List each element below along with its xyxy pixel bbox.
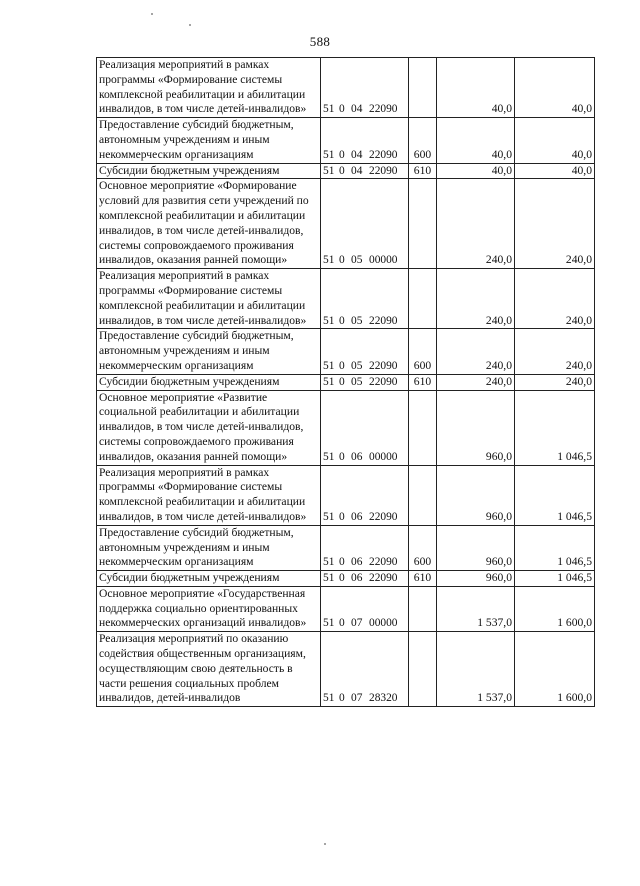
row-expense-type <box>409 58 437 118</box>
code-part: 51 <box>323 375 335 388</box>
code-part: 0 <box>339 692 345 705</box>
code-part: 51 <box>323 148 335 161</box>
row-amount-2: 240,0 <box>515 179 595 269</box>
code-part: 51 <box>323 510 335 523</box>
page-number: 588 <box>309 34 331 49</box>
code-part: 04 <box>351 148 363 161</box>
row-amount-2: 40,0 <box>515 118 595 163</box>
row-expense-type: 600 <box>409 118 437 163</box>
code-part: 22090 <box>369 314 398 327</box>
row-code <box>321 374 409 390</box>
code-part: 22090 <box>369 164 398 177</box>
code-part: 22090 <box>369 556 398 569</box>
row-amount-1: 1 537,0 <box>437 632 515 707</box>
row-amount-2: 1 046,5 <box>515 390 595 465</box>
code-part: 0 <box>339 164 345 177</box>
row-amount-2: 240,0 <box>515 374 595 390</box>
code-part: 51 <box>323 556 335 569</box>
code-part: 0 <box>339 572 345 585</box>
table-row <box>97 179 595 269</box>
code-part: 51 <box>323 164 335 177</box>
table-row <box>97 632 595 707</box>
row-code <box>321 632 409 707</box>
code-part: 0 <box>339 375 345 388</box>
code-part: 51 <box>323 450 335 463</box>
table-row <box>97 374 595 390</box>
row-description: Субсидии бюджетным учреждениям <box>97 374 321 390</box>
code-part: 06 <box>351 572 363 585</box>
code-part: 51 <box>323 572 335 585</box>
table-row <box>97 269 595 329</box>
code-part: 06 <box>351 510 363 523</box>
row-code <box>321 390 409 465</box>
row-description: Основное мероприятие «Государственная поддержка социально ориентированных некоммерческих организаций инвалидов» <box>97 586 321 631</box>
row-expense-type <box>409 269 437 329</box>
row-amount-2: 1 046,5 <box>515 571 595 587</box>
row-amount-2: 40,0 <box>515 163 595 179</box>
table-row <box>97 329 595 374</box>
code-part: 28320 <box>369 692 398 705</box>
row-amount-2: 240,0 <box>515 329 595 374</box>
code-part: 51 <box>323 359 335 372</box>
table-row <box>97 465 595 525</box>
scan-speck <box>189 24 191 26</box>
code-part: 0 <box>339 510 345 523</box>
code-part: 51 <box>323 254 335 267</box>
code-part: 05 <box>351 375 363 388</box>
row-amount-1: 240,0 <box>437 179 515 269</box>
row-expense-type <box>409 632 437 707</box>
code-part: 00000 <box>369 254 398 267</box>
row-description: Предоставление субсидий бюджетным, автономным учреждениям и иным некоммерческим организациям <box>97 118 321 163</box>
code-part: 51 <box>323 617 335 630</box>
budget-table-body <box>97 58 595 707</box>
code-part: 04 <box>351 103 363 116</box>
table-row <box>97 586 595 631</box>
row-amount-1: 240,0 <box>437 329 515 374</box>
row-code <box>321 586 409 631</box>
code-part: 07 <box>351 692 363 705</box>
row-code <box>321 525 409 570</box>
table-row <box>97 390 595 465</box>
code-part: 07 <box>351 617 363 630</box>
row-amount-1: 1 537,0 <box>437 586 515 631</box>
row-description: Реализация мероприятий в рамках программы «Формирование системы комплексной реабилитации и абилитации инвалидов, в том числе детей-инвалидов» <box>97 269 321 329</box>
code-part: 22090 <box>369 510 398 523</box>
row-expense-type <box>409 179 437 269</box>
row-code <box>321 118 409 163</box>
row-amount-2: 1 600,0 <box>515 632 595 707</box>
code-part: 0 <box>339 359 345 372</box>
row-expense-type <box>409 465 437 525</box>
row-code <box>321 329 409 374</box>
code-part: 06 <box>351 450 363 463</box>
code-part: 22090 <box>369 375 398 388</box>
code-part: 00000 <box>369 450 398 463</box>
table-row <box>97 58 595 118</box>
row-expense-type: 600 <box>409 329 437 374</box>
row-amount-1: 960,0 <box>437 525 515 570</box>
row-amount-1: 40,0 <box>437 163 515 179</box>
table-row <box>97 525 595 570</box>
code-part: 0 <box>339 314 345 327</box>
row-description: Реализация мероприятий по оказанию содействия общественным организациям, осуществляющим свою деятельность в части решения социальных проблем инвалидов, детей-инвалидов <box>97 632 321 707</box>
row-description: Субсидии бюджетным учреждениям <box>97 163 321 179</box>
scan-speck <box>151 13 153 15</box>
row-amount-2: 1 600,0 <box>515 586 595 631</box>
row-amount-1: 240,0 <box>437 374 515 390</box>
row-code <box>321 571 409 587</box>
row-description: Основное мероприятие «Формирование условий для развития сети учреждений по комплексной реабилитации и абилитации инвалидов, в том числе детей-инвалидов, системы сопровождаемого проживания инвалидов, оказания ранней помощи» <box>97 179 321 269</box>
row-amount-1: 40,0 <box>437 118 515 163</box>
code-part: 22090 <box>369 572 398 585</box>
code-part: 51 <box>323 103 335 116</box>
row-amount-1: 960,0 <box>437 465 515 525</box>
code-part: 51 <box>323 692 335 705</box>
row-amount-2: 40,0 <box>515 58 595 118</box>
row-code <box>321 58 409 118</box>
row-expense-type: 600 <box>409 525 437 570</box>
code-part: 22090 <box>369 103 398 116</box>
row-description: Реализация мероприятий в рамках программы «Формирование системы комплексной реабилитации и абилитации инвалидов, в том числе детей-инвалидов» <box>97 58 321 118</box>
row-code <box>321 163 409 179</box>
row-description: Основное мероприятие «Развитие социальной реабилитации и абилитации инвалидов, в том числе детей-инвалидов, системы сопровождаемого проживания инвалидов, оказания ранней помощи» <box>97 390 321 465</box>
row-description: Субсидии бюджетным учреждениям <box>97 571 321 587</box>
row-expense-type <box>409 390 437 465</box>
row-description: Предоставление субсидий бюджетным, автономным учреждениям и иным некоммерческим организациям <box>97 329 321 374</box>
row-amount-1: 40,0 <box>437 58 515 118</box>
row-amount-2: 240,0 <box>515 269 595 329</box>
code-part: 05 <box>351 314 363 327</box>
code-part: 06 <box>351 556 363 569</box>
code-part: 00000 <box>369 617 398 630</box>
row-expense-type: 610 <box>409 163 437 179</box>
code-part: 51 <box>323 314 335 327</box>
budget-table <box>96 57 595 707</box>
row-amount-1: 240,0 <box>437 269 515 329</box>
code-part: 05 <box>351 359 363 372</box>
scan-speck <box>324 843 326 845</box>
table-row <box>97 118 595 163</box>
code-part: 0 <box>339 556 345 569</box>
row-amount-1: 960,0 <box>437 390 515 465</box>
table-row <box>97 571 595 587</box>
code-part: 0 <box>339 254 345 267</box>
row-expense-type: 610 <box>409 571 437 587</box>
row-description: Реализация мероприятий в рамках программы «Формирование системы комплексной реабилитации и абилитации инвалидов, в том числе детей-инвалидов» <box>97 465 321 525</box>
code-part: 0 <box>339 148 345 161</box>
code-part: 0 <box>339 617 345 630</box>
row-amount-1: 960,0 <box>437 571 515 587</box>
code-part: 0 <box>339 103 345 116</box>
row-code <box>321 269 409 329</box>
row-amount-2: 1 046,5 <box>515 525 595 570</box>
code-part: 0 <box>339 450 345 463</box>
code-part: 04 <box>351 164 363 177</box>
row-expense-type: 610 <box>409 374 437 390</box>
table-row <box>97 163 595 179</box>
row-code <box>321 179 409 269</box>
row-amount-2: 1 046,5 <box>515 465 595 525</box>
row-expense-type <box>409 586 437 631</box>
row-description: Предоставление субсидий бюджетным, автономным учреждениям и иным некоммерческим организациям <box>97 525 321 570</box>
row-code <box>321 465 409 525</box>
code-part: 22090 <box>369 148 398 161</box>
code-part: 22090 <box>369 359 398 372</box>
code-part: 05 <box>351 254 363 267</box>
